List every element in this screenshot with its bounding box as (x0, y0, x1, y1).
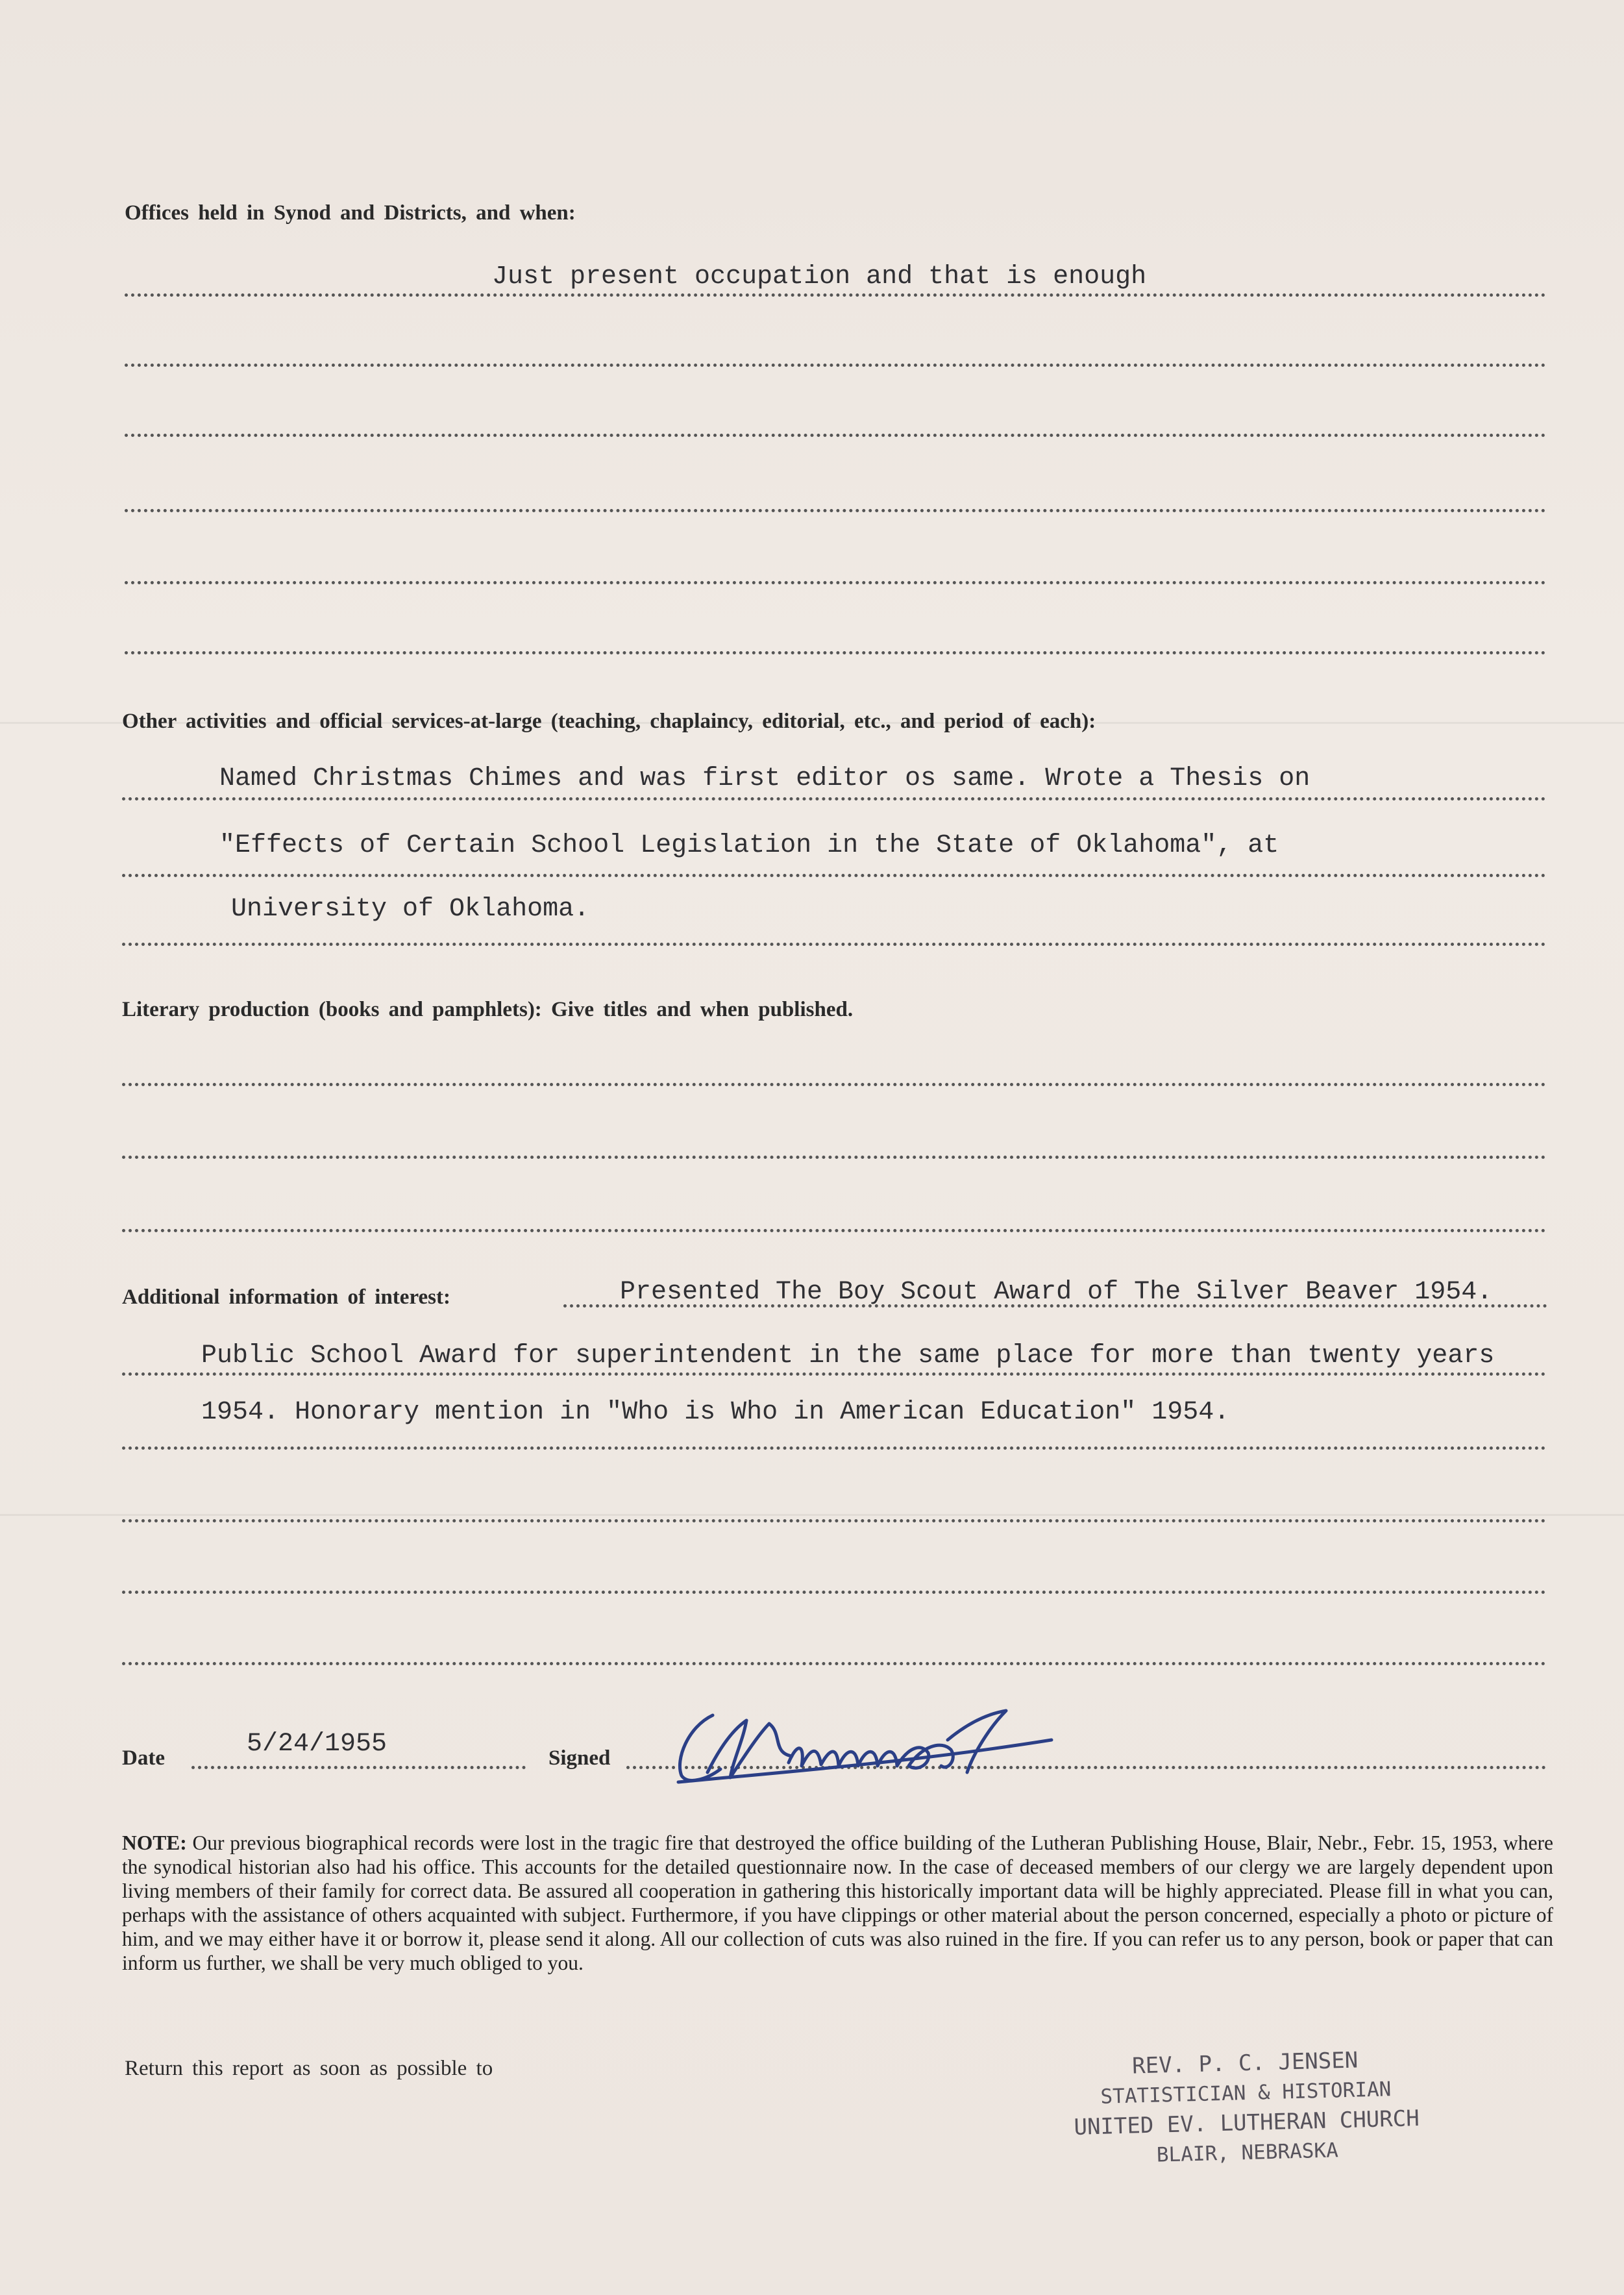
activities-answer-line-2: "Effects of Certain School Legislation in the State of Oklahoma", at (219, 831, 1279, 860)
activities-answer-line-1: Named Christmas Chimes and was first editor os same. Wrote a Thesis on (219, 764, 1310, 793)
offices-line-2 (125, 364, 1546, 367)
literary-line-3 (122, 1229, 1546, 1232)
stamp-line-1: REV. P. C. JENSEN (1131, 2047, 1359, 2079)
stamp-line-4: BLAIR, NEBRASKA (1156, 2139, 1339, 2167)
activities-answer-line-3: University of Oklahoma. (231, 895, 590, 924)
literary-label: Literary production (books and pamphlets): Give titles and when published. (122, 998, 854, 1021)
additional-answer-line-1: Presented The Boy Scout Award of The Silver Beaver 1954. (620, 1278, 1493, 1307)
additional-line-6 (122, 1662, 1546, 1665)
stamp-line-3: UNITED EV. LUTHERAN CHURCH (1074, 2105, 1420, 2140)
additional-label: Additional information of interest: (122, 1285, 450, 1309)
note-heading: NOTE: (122, 1831, 187, 1854)
offices-line-4 (125, 509, 1546, 512)
additional-answer-line-2: Public School Award for superintendent in the same place for more than twenty years (201, 1341, 1495, 1371)
activities-label: Other activities and official services-at-large (teaching, chaplaincy, editorial, etc., and period of each): (122, 710, 1096, 733)
offices-label: Offices held in Synod and Districts, and when: (125, 201, 576, 225)
return-label: Return this report as soon as possible to (125, 2057, 493, 2080)
signed-label: Signed (548, 1746, 611, 1770)
literary-line-2 (122, 1156, 1546, 1159)
note-body: Our previous biographical records were lost in the tragic fire that destroyed the office building of the Lutheran Publishing House, Blair, Nebr., Febr. 15, 1953, where the synodical historian also had his office. This accounts for the detailed questionnaire now. In the case of deceased members of our clergy we are largely dependent upon living members of their family for correct data. Be assured all cooperation in gathering this historically important data will be highly appreciated. Please fill in what you can, perhaps with the assistance of others acquainted with subject. Furthermore, if you have clippings or other material about the person concerned, especially a photo or picture of him, and we may either have it or borrow it, please send it along. All our collection of cuts was also ruined in the fire. If you can refer us to any person, book or paper that can inform us further, we shall be very much obliged to you. (122, 1831, 1553, 1974)
additional-line-4 (122, 1519, 1546, 1522)
offices-answer: Just present occupation and that is enough (492, 262, 1147, 292)
stamp-line-2: STATISTICIAN & HISTORIAN (1100, 2078, 1392, 2109)
additional-answer-line-3: 1954. Honorary mention in "Who is Who in American Education" 1954. (201, 1398, 1230, 1427)
date-value: 5/24/1955 (247, 1730, 388, 1759)
date-label: Date (122, 1746, 165, 1770)
address-stamp (1063, 2044, 1430, 2173)
literary-line-1 (122, 1083, 1546, 1086)
offices-line-1 (125, 293, 1546, 297)
additional-line-5 (122, 1591, 1546, 1594)
paper-fold (0, 1514, 1624, 1516)
activities-line-2 (122, 874, 1546, 877)
activities-line-1 (122, 797, 1546, 800)
note-paragraph (122, 1831, 1553, 1975)
offices-line-5 (125, 581, 1546, 584)
date-line (191, 1766, 526, 1769)
additional-line-2 (122, 1372, 1546, 1376)
additional-line-3 (122, 1446, 1546, 1450)
handwritten-signature (662, 1701, 1064, 1792)
offices-line-3 (125, 434, 1546, 437)
activities-line-3 (122, 943, 1546, 946)
offices-line-6 (125, 651, 1546, 654)
